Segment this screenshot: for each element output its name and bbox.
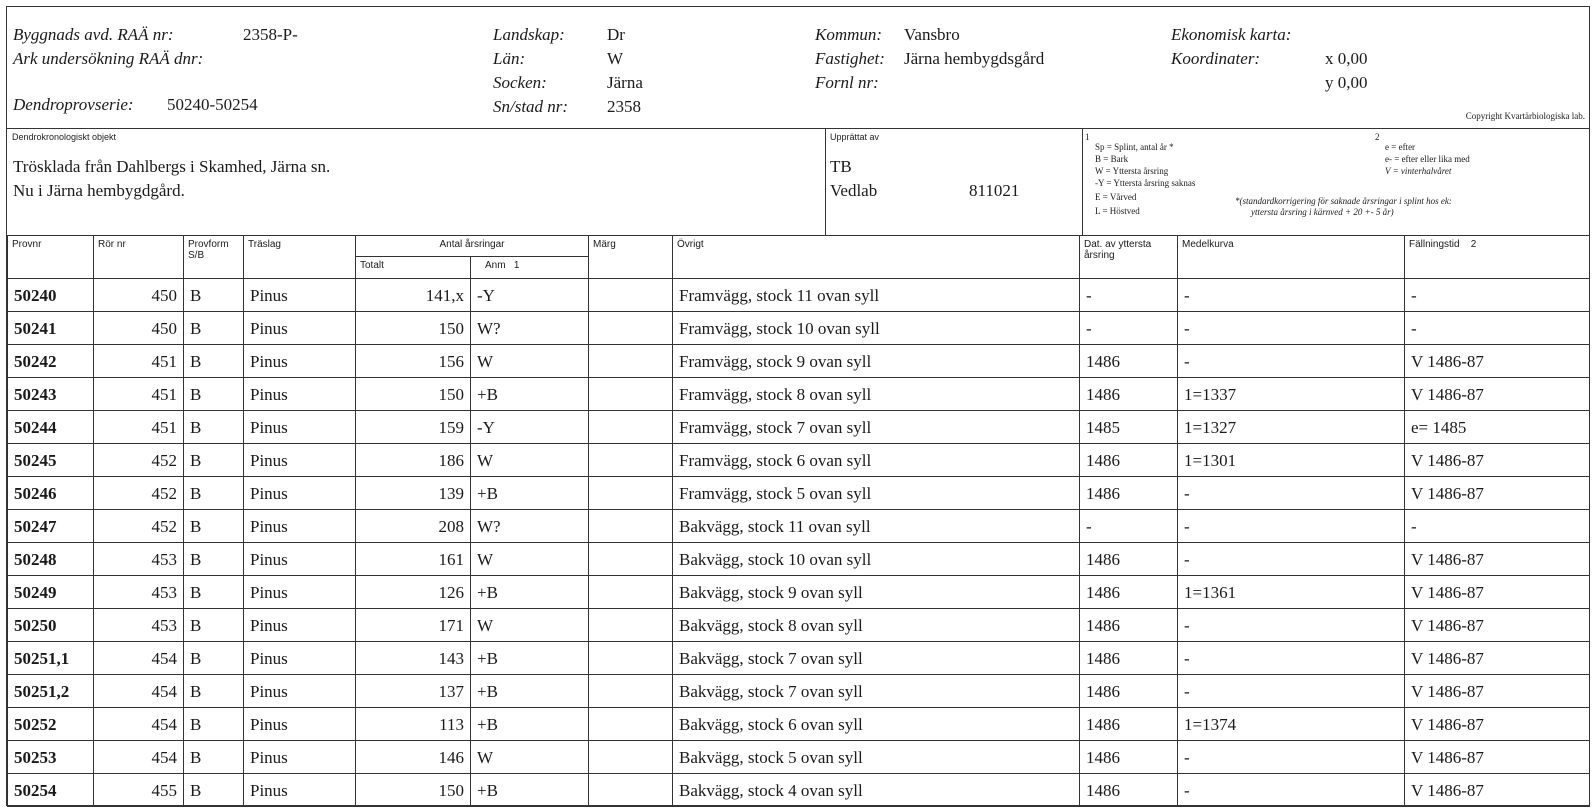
- cell-ovrigt: Bakvägg, stock 5 ovan syll: [673, 741, 1080, 774]
- cell-totalt: 143: [356, 642, 471, 675]
- cell-datering: 1486: [1080, 675, 1178, 708]
- dendro-form-sheet: [6, 6, 1590, 806]
- cell-datering: 1486: [1080, 477, 1178, 510]
- cell-provnr: 50250: [8, 609, 94, 642]
- ekonomisk-label: Ekonomisk karta:: [1171, 25, 1292, 44]
- col-totalt: Totalt: [356, 257, 471, 279]
- cell-medelkurva: -: [1178, 279, 1405, 312]
- cell-rornr: 452: [94, 444, 184, 477]
- col-marg: Märg: [589, 236, 673, 279]
- cell-medelkurva: -: [1178, 477, 1405, 510]
- cell-anm: W: [471, 345, 589, 378]
- col-fallningstid: [1405, 236, 1590, 279]
- cell-traslag: Pinus: [244, 312, 356, 345]
- col-fallningstid-label: Fällningstid: [1409, 239, 1460, 250]
- table-row: [8, 444, 1590, 477]
- cell-traslag: Pinus: [244, 378, 356, 411]
- cell-marg: [589, 741, 673, 774]
- cell-provform: B: [184, 312, 244, 345]
- cell-provnr: 50251,2: [8, 675, 94, 708]
- cell-provnr: 50254: [8, 774, 94, 807]
- cell-datering: 1486: [1080, 543, 1178, 576]
- cell-ovrigt: Framvägg, stock 11 ovan syll: [673, 279, 1080, 312]
- object-line-1: Trösklada från Dahlbergs i Skamhed, Järna sn.: [13, 157, 331, 176]
- col-rornr: Rör nr: [94, 236, 184, 279]
- cell-datering: 1486: [1080, 609, 1178, 642]
- cell-datering: 1485: [1080, 411, 1178, 444]
- cell-rornr: 451: [94, 378, 184, 411]
- cell-marg: [589, 411, 673, 444]
- cell-medelkurva: -: [1178, 609, 1405, 642]
- cell-traslag: Pinus: [244, 609, 356, 642]
- cell-fallningstid: V 1486-87: [1405, 609, 1590, 642]
- cell-fallningstid: V 1486-87: [1405, 576, 1590, 609]
- cell-provnr: 50252: [8, 708, 94, 741]
- col-datering: Dat. av yttersta årsring: [1080, 236, 1178, 279]
- cell-provnr: 50249: [8, 576, 94, 609]
- cell-provform: B: [184, 741, 244, 774]
- cell-totalt: 171: [356, 609, 471, 642]
- cell-totalt: 113: [356, 708, 471, 741]
- cell-medelkurva: -: [1178, 642, 1405, 675]
- cell-marg: [589, 609, 673, 642]
- fornl-label: Fornl nr:: [815, 73, 879, 92]
- legend-v: V = vinterhalvåret: [1385, 166, 1452, 176]
- cell-fallningstid: e= 1485: [1405, 411, 1590, 444]
- cell-datering: 1486: [1080, 378, 1178, 411]
- cell-provform: B: [184, 510, 244, 543]
- cell-provform: B: [184, 642, 244, 675]
- cell-fallningstid: V 1486-87: [1405, 741, 1590, 774]
- cell-anm: +B: [471, 477, 589, 510]
- cell-traslag: Pinus: [244, 543, 356, 576]
- legend-standard-note-2: yttersta årsring i kärnved + 20 +- 5 år): [1251, 207, 1394, 217]
- cell-provform: B: [184, 345, 244, 378]
- cell-anm: +B: [471, 378, 589, 411]
- legend-sp: Sp = Splint, antal år *: [1095, 142, 1174, 152]
- cell-marg: [589, 477, 673, 510]
- cell-provform: B: [184, 411, 244, 444]
- cell-anm: +B: [471, 576, 589, 609]
- upprattat-name: TB: [830, 157, 852, 176]
- cell-anm: W: [471, 444, 589, 477]
- cell-ovrigt: Bakvägg, stock 11 ovan syll: [673, 510, 1080, 543]
- cell-fallningstid: V 1486-87: [1405, 444, 1590, 477]
- cell-marg: [589, 774, 673, 807]
- cell-totalt: 186: [356, 444, 471, 477]
- cell-ovrigt: Bakvägg, stock 9 ovan syll: [673, 576, 1080, 609]
- legend-note-1: 1: [1085, 132, 1090, 142]
- col-anm: [471, 257, 589, 279]
- cell-traslag: Pinus: [244, 774, 356, 807]
- cell-anm: +B: [471, 774, 589, 807]
- cell-medelkurva: 1=1374: [1178, 708, 1405, 741]
- fastighet-value: Järna hembygdsgård: [904, 49, 1045, 68]
- upprattat-date: 811021: [969, 181, 1020, 200]
- cell-provnr: 50245: [8, 444, 94, 477]
- cell-fallningstid: V 1486-87: [1405, 774, 1590, 807]
- cell-anm: W?: [471, 510, 589, 543]
- cell-provnr: 50253: [8, 741, 94, 774]
- lan-value: W: [607, 49, 624, 68]
- cell-datering: 1486: [1080, 708, 1178, 741]
- legend-e-varved: E = Vårved: [1095, 192, 1137, 202]
- cell-rornr: 450: [94, 279, 184, 312]
- cell-medelkurva: 1=1337: [1178, 378, 1405, 411]
- table-row: [8, 345, 1590, 378]
- legend-e-efter: e = efter: [1385, 142, 1416, 152]
- cell-fallningstid: V 1486-87: [1405, 642, 1590, 675]
- cell-ovrigt: Bakvägg, stock 7 ovan syll: [673, 675, 1080, 708]
- cell-rornr: 450: [94, 312, 184, 345]
- cell-datering: 1486: [1080, 741, 1178, 774]
- cell-provnr: 50243: [8, 378, 94, 411]
- landskap-label: Landskap:: [493, 25, 565, 44]
- cell-totalt: 150: [356, 378, 471, 411]
- cell-medelkurva: -: [1178, 510, 1405, 543]
- table-row: [8, 543, 1590, 576]
- cell-provform: B: [184, 477, 244, 510]
- cell-ovrigt: Framvägg, stock 7 ovan syll: [673, 411, 1080, 444]
- cell-provnr: 50242: [8, 345, 94, 378]
- lan-label: Län:: [493, 49, 526, 68]
- table-row: [8, 312, 1590, 345]
- legend-w: W = Yttersta årsring: [1095, 166, 1169, 176]
- cell-medelkurva: -: [1178, 312, 1405, 345]
- cell-provform: B: [184, 675, 244, 708]
- cell-datering: 1486: [1080, 642, 1178, 675]
- table-row: [8, 576, 1590, 609]
- object-label: Dendrokronologiskt objekt: [12, 132, 117, 142]
- cell-marg: [589, 444, 673, 477]
- cell-marg: [589, 510, 673, 543]
- cell-ovrigt: Bakvägg, stock 4 ovan syll: [673, 774, 1080, 807]
- cell-medelkurva: -: [1178, 345, 1405, 378]
- cell-provnr: 50247: [8, 510, 94, 543]
- samples-table: [7, 235, 1590, 807]
- cell-marg: [589, 675, 673, 708]
- cell-rornr: 451: [94, 345, 184, 378]
- cell-datering: 1486: [1080, 576, 1178, 609]
- col-anm-note: 1: [513, 260, 520, 271]
- cell-medelkurva: 1=1301: [1178, 444, 1405, 477]
- upprattat-lab: Vedlab: [830, 181, 878, 200]
- cell-fallningstid: V 1486-87: [1405, 543, 1590, 576]
- cell-anm: W: [471, 741, 589, 774]
- legend-standard-note-1: *(standardkorrigering för saknade årsringar i splint hos ek:: [1235, 196, 1452, 206]
- cell-ovrigt: Framvägg, stock 6 ovan syll: [673, 444, 1080, 477]
- cell-totalt: 126: [356, 576, 471, 609]
- cell-anm: W?: [471, 312, 589, 345]
- legend-b: B = Bark: [1095, 154, 1129, 164]
- cell-datering: 1486: [1080, 345, 1178, 378]
- table-row: [8, 609, 1590, 642]
- koordinater-label: Koordinater:: [1171, 49, 1261, 68]
- col-antal-arsringar: Antal årsringar: [356, 236, 589, 257]
- cell-anm: -Y: [471, 411, 589, 444]
- col-anm-label: Anm: [485, 260, 506, 271]
- cell-provform: B: [184, 708, 244, 741]
- cell-rornr: 454: [94, 741, 184, 774]
- table-row: [8, 279, 1590, 312]
- cell-anm: -Y: [471, 279, 589, 312]
- cell-provform: B: [184, 279, 244, 312]
- table-row: [8, 411, 1590, 444]
- cell-rornr: 453: [94, 576, 184, 609]
- cell-traslag: Pinus: [244, 510, 356, 543]
- cell-provnr: 50241: [8, 312, 94, 345]
- cell-anm: +B: [471, 708, 589, 741]
- cell-fallningstid: -: [1405, 312, 1590, 345]
- cell-traslag: Pinus: [244, 576, 356, 609]
- cell-traslag: Pinus: [244, 642, 356, 675]
- cell-fallningstid: -: [1405, 510, 1590, 543]
- kommun-value: Vansbro: [904, 25, 960, 44]
- cell-ovrigt: Bakvägg, stock 8 ovan syll: [673, 609, 1080, 642]
- cell-provform: B: [184, 444, 244, 477]
- cell-medelkurva: -: [1178, 774, 1405, 807]
- cell-rornr: 452: [94, 510, 184, 543]
- upprattat-label: Upprättat av: [830, 132, 880, 142]
- cell-provform: B: [184, 609, 244, 642]
- cell-rornr: 453: [94, 609, 184, 642]
- table-row: [8, 741, 1590, 774]
- cell-ovrigt: Bakvägg, stock 7 ovan syll: [673, 642, 1080, 675]
- cell-ovrigt: Bakvägg, stock 10 ovan syll: [673, 543, 1080, 576]
- dendro-value: 50240-50254: [167, 95, 258, 114]
- table-row: [8, 378, 1590, 411]
- cell-totalt: 141,x: [356, 279, 471, 312]
- cell-medelkurva: 1=1327: [1178, 411, 1405, 444]
- cell-marg: [589, 345, 673, 378]
- col-medelkurva: Medelkurva: [1178, 236, 1405, 279]
- cell-anm: +B: [471, 675, 589, 708]
- cell-medelkurva: -: [1178, 543, 1405, 576]
- cell-datering: -: [1080, 279, 1178, 312]
- copyright-note: Copyright Kvartärbiologiska lab.: [1465, 111, 1585, 121]
- upprattat-divider: [825, 128, 826, 235]
- object-line-2: Nu i Järna hembygdgård.: [13, 181, 185, 200]
- cell-totalt: 137: [356, 675, 471, 708]
- cell-fallningstid: -: [1405, 279, 1590, 312]
- cell-provform: B: [184, 576, 244, 609]
- cell-datering: 1486: [1080, 774, 1178, 807]
- byggnads-value: 2358-P-: [243, 25, 298, 44]
- legend-l: L = Höstved: [1095, 206, 1140, 216]
- cell-traslag: Pinus: [244, 444, 356, 477]
- cell-provnr: 50251,1: [8, 642, 94, 675]
- cell-ovrigt: Framvägg, stock 5 ovan syll: [673, 477, 1080, 510]
- cell-totalt: 159: [356, 411, 471, 444]
- cell-anm: W: [471, 543, 589, 576]
- cell-totalt: 156: [356, 345, 471, 378]
- cell-rornr: 451: [94, 411, 184, 444]
- cell-anm: +B: [471, 642, 589, 675]
- cell-provnr: 50244: [8, 411, 94, 444]
- legend-e-lika: e- = efter eller lika med: [1385, 154, 1470, 164]
- table-row: [8, 675, 1590, 708]
- cell-medelkurva: 1=1361: [1178, 576, 1405, 609]
- cell-provform: B: [184, 774, 244, 807]
- cell-rornr: 454: [94, 675, 184, 708]
- byggnads-label: Byggnads avd. RAÄ nr:: [13, 25, 174, 44]
- legend-note-2: 2: [1375, 132, 1380, 142]
- landskap-value: Dr: [607, 25, 625, 44]
- cell-totalt: 146: [356, 741, 471, 774]
- cell-ovrigt: Framvägg, stock 9 ovan syll: [673, 345, 1080, 378]
- snstad-value: 2358: [607, 97, 641, 116]
- table-row: [8, 477, 1590, 510]
- cell-fallningstid: V 1486-87: [1405, 477, 1590, 510]
- cell-traslag: Pinus: [244, 477, 356, 510]
- cell-totalt: 150: [356, 774, 471, 807]
- snstad-label: Sn/stad nr:: [493, 97, 569, 116]
- legend-y: -Y = Yttersta årsring saknas: [1095, 178, 1196, 188]
- cell-totalt: 161: [356, 543, 471, 576]
- cell-rornr: 454: [94, 642, 184, 675]
- socken-value: Järna: [607, 73, 643, 92]
- cell-totalt: 139: [356, 477, 471, 510]
- kommun-label: Kommun:: [815, 25, 883, 44]
- cell-provform: B: [184, 378, 244, 411]
- x-coordinate: x 0,00: [1325, 49, 1368, 68]
- cell-rornr: 452: [94, 477, 184, 510]
- table-row: [8, 708, 1590, 741]
- header-divider: [7, 128, 1589, 129]
- cell-fallningstid: V 1486-87: [1405, 708, 1590, 741]
- col-provform: Provform S/B: [184, 236, 244, 279]
- cell-rornr: 454: [94, 708, 184, 741]
- cell-ovrigt: Framvägg, stock 8 ovan syll: [673, 378, 1080, 411]
- cell-ovrigt: Framvägg, stock 10 ovan syll: [673, 312, 1080, 345]
- col-ovrigt: Övrigt: [673, 236, 1080, 279]
- cell-traslag: Pinus: [244, 675, 356, 708]
- cell-marg: [589, 642, 673, 675]
- cell-marg: [589, 312, 673, 345]
- cell-traslag: Pinus: [244, 345, 356, 378]
- col-fallningstid-note: 2: [1470, 239, 1477, 250]
- cell-datering: -: [1080, 312, 1178, 345]
- cell-fallningstid: V 1486-87: [1405, 675, 1590, 708]
- cell-marg: [589, 378, 673, 411]
- cell-medelkurva: -: [1178, 741, 1405, 774]
- cell-marg: [589, 576, 673, 609]
- socken-label: Socken:: [493, 73, 547, 92]
- cell-fallningstid: V 1486-87: [1405, 378, 1590, 411]
- cell-traslag: Pinus: [244, 708, 356, 741]
- cell-fallningstid: V 1486-87: [1405, 345, 1590, 378]
- ark-label: Ark undersökning RAÄ dnr:: [13, 49, 204, 68]
- col-provnr: Provnr: [8, 236, 94, 279]
- table-row: [8, 774, 1590, 807]
- cell-provnr: 50240: [8, 279, 94, 312]
- col-traslag: Träslag: [244, 236, 356, 279]
- table-row: [8, 642, 1590, 675]
- cell-marg: [589, 279, 673, 312]
- fastighet-label: Fastighet:: [815, 49, 885, 68]
- cell-anm: W: [471, 609, 589, 642]
- cell-provnr: 50248: [8, 543, 94, 576]
- cell-datering: -: [1080, 510, 1178, 543]
- cell-marg: [589, 708, 673, 741]
- cell-traslag: Pinus: [244, 741, 356, 774]
- cell-traslag: Pinus: [244, 279, 356, 312]
- cell-rornr: 455: [94, 774, 184, 807]
- cell-provform: B: [184, 543, 244, 576]
- cell-ovrigt: Bakvägg, stock 6 ovan syll: [673, 708, 1080, 741]
- cell-totalt: 208: [356, 510, 471, 543]
- cell-datering: 1486: [1080, 444, 1178, 477]
- cell-provnr: 50246: [8, 477, 94, 510]
- cell-totalt: 150: [356, 312, 471, 345]
- cell-medelkurva: -: [1178, 675, 1405, 708]
- legend-divider: [1082, 128, 1083, 235]
- cell-traslag: Pinus: [244, 411, 356, 444]
- cell-rornr: 453: [94, 543, 184, 576]
- cell-marg: [589, 543, 673, 576]
- table-row: [8, 510, 1590, 543]
- y-coordinate: y 0,00: [1325, 73, 1368, 92]
- dendro-label: Dendroprovserie:: [13, 95, 134, 114]
